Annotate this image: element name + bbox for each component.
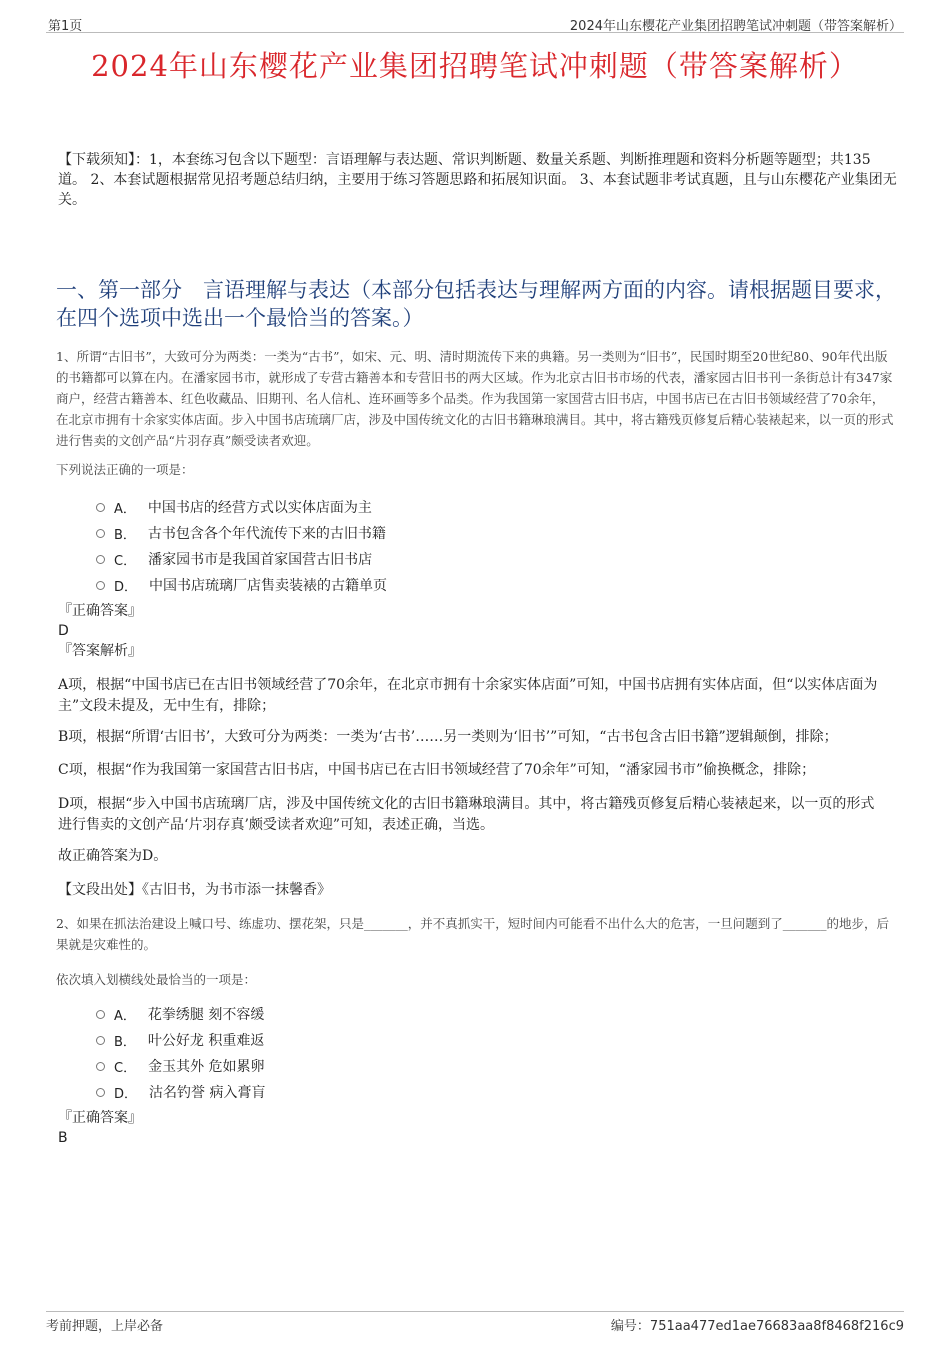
q2-answer: B xyxy=(58,1130,68,1146)
q2-options xyxy=(96,1001,856,1105)
section-title: 一、第一部分 言语理解与表达（本部分包括表达与理解两方面的内容。请根据题目要求，在四个选项中选出一个最恰当的答案。） xyxy=(56,278,896,330)
page-footer xyxy=(46,1311,904,1332)
q1-stem: 1、所谓“古旧书”，大致可分为两类：一类为“古书”，如宋、元、明、清时期流传下来的典籍。另一类则为“旧书”，民国时期至20世纪80、90年代出版的书籍都可以算在内。在潘家园书市，就形成了专营古籍善本和专营旧书的两大区域。作为北京古旧书市场的代表，潘家园古旧书刊一条街总计有347家商户，经营古籍善本、红色收藏品、旧期刊、名人信札、连环画等多个品类。作为我国第一家国营古旧书店，中国书店已在古旧书领域经营了70余年，在北京市拥有十余家实体店面。步入中国书店琉璃厂店，涉及中国传统文化的古旧书籍琳琅满目。其中，将古籍残页修复后精心装裱起来，以一页的形式进行售卖的文创产品“片羽存真”颇受读者欢迎。 xyxy=(56,349,894,448)
q1-question: 下列说法正确的一项是： xyxy=(56,462,194,477)
radio-icon[interactable] xyxy=(96,581,105,590)
header-doc-title: 2024年山东樱花产业集团招聘笔试冲刺题（带答案解析） xyxy=(569,19,902,34)
radio-icon[interactable] xyxy=(96,529,105,538)
download-notice: 【下载须知】：1，本套练习包含以下题型：言语理解与表达题、常识判断题、数量关系题、判断推理题和资料分析题等题型；共135道。 2、本套试题根据常见招考题总结归纳，主要用于练习答题思路和拓展知识面。 3、本套试题非考试真题，且与山东樱花产业集团无关。 xyxy=(58,152,897,208)
radio-icon[interactable] xyxy=(96,503,105,512)
q1-option-c[interactable]: C． 潘家园书市是我国首家国营古旧书店 xyxy=(96,546,856,572)
radio-icon[interactable] xyxy=(96,1062,105,1071)
radio-icon[interactable] xyxy=(96,555,105,564)
q2-option-b[interactable]: B． 叶公好龙 积重难返 xyxy=(96,1027,856,1053)
document-title: 2024年山东樱花产业集团招聘笔试冲刺题（带答案解析） xyxy=(91,49,859,83)
q2-option-a[interactable]: A． 花拳绣腿 刻不容缓 xyxy=(96,1001,856,1027)
radio-icon[interactable] xyxy=(96,1088,105,1097)
q2-option-c[interactable]: C． 金玉其外 危如累卵 xyxy=(96,1053,856,1079)
q1-analysis-d: D项，根据“步入中国书店琉璃厂店，涉及中国传统文化的古旧书籍琳琅满目。其中，将古籍残页修复后精心装裱起来，以一页的形式进行售卖的文创产品‘片羽存真’颇受读者欢迎”可知，表述正确，当选。 xyxy=(58,796,875,833)
q1-analysis-c: C项，根据“作为我国第一家国营古旧书店，中国书店已在古旧书领域经营了70余年”可知，“潘家园书市”偷换概念，排除； xyxy=(58,762,816,778)
q1-options xyxy=(96,494,856,598)
q1-answer-label: 『正确答案』 xyxy=(58,603,142,619)
q1-option-d[interactable]: D． 中国书店琉璃厂店售卖装裱的古籍单页 xyxy=(96,572,856,598)
q2-option-d[interactable]: D． 沽名钓誉 病入膏肓 xyxy=(96,1079,856,1105)
q1-source: 【文段出处】《古旧书，为书市添一抹馨香》 xyxy=(58,882,331,898)
q2-question: 依次填入划横线处最恰当的一项是： xyxy=(56,972,257,987)
q1-analysis-b: B项，根据“所谓‘古旧书’，大致可分为两类：一类为‘古书’……另一类则为‘旧书’”可知，“古书包含古旧书籍”逻辑颠倒，排除； xyxy=(58,729,838,745)
page-number: 第1页 xyxy=(48,19,83,34)
q1-analysis-conclusion: 故正确答案为D。 xyxy=(58,848,168,864)
radio-icon[interactable] xyxy=(96,1010,105,1019)
footer-slogan: 考前押题，上岸必备 xyxy=(46,1319,164,1334)
q1-answer: D xyxy=(58,623,69,639)
q1-option-b[interactable]: B． 古书包含各个年代流传下来的古旧书籍 xyxy=(96,520,856,546)
q1-option-a[interactable]: A． 中国书店的经营方式以实体店面为主 xyxy=(96,494,856,520)
page-header xyxy=(46,14,904,33)
radio-icon[interactable] xyxy=(96,1036,105,1045)
q1-analysis-label: 『答案解析』 xyxy=(58,643,142,659)
q2-answer-label: 『正确答案』 xyxy=(58,1110,142,1126)
q2-stem: 2、如果在抓法治建设上喊口号、练虚功、摆花架，只是_______，并不真抓实干，短时间内可能看不出什么大的危害，一旦问题到了_______的地步，后果就是灾难性的。 xyxy=(56,916,889,952)
footer-code: 编号：751aa477ed1ae76683aa8f8468f216c9 xyxy=(610,1319,904,1334)
q1-analysis-a: A项，根据“中国书店已在古旧书领域经营了70余年，在北京市拥有十余家实体店面”可知，中国书店拥有实体店面，但“以实体店面为主”文段未提及，无中生有，排除； xyxy=(58,677,878,714)
